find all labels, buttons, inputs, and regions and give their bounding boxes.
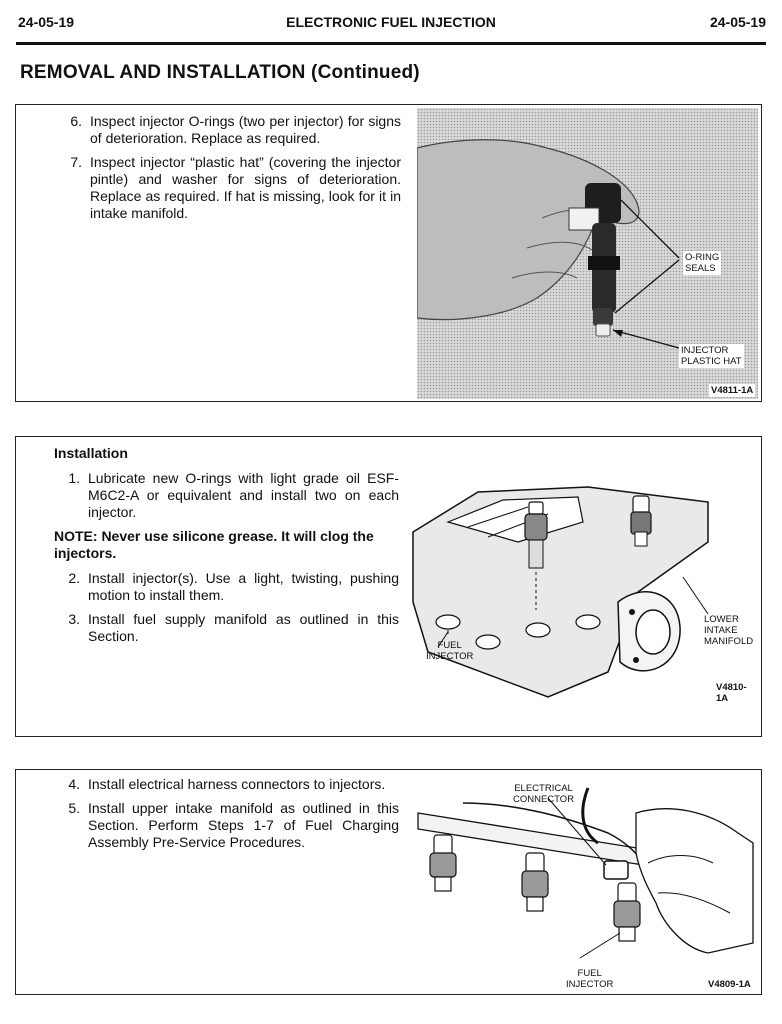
step-number: 3. xyxy=(68,611,80,627)
step-number: 1. xyxy=(68,470,80,486)
step-1 xyxy=(54,470,399,521)
section-title: REMOVAL AND INSTALLATION (Continued) xyxy=(20,62,420,83)
header-left-code: 24-05-19 xyxy=(18,14,75,30)
step-4 xyxy=(54,776,399,793)
step-text: Install injector(s). Use a light, twisting, pushing motion to install them. xyxy=(88,570,399,603)
step-5 xyxy=(54,800,399,851)
header-right-code: 24-05-19 xyxy=(709,14,766,30)
panel-connectors xyxy=(15,769,762,995)
step-number: 7. xyxy=(70,154,82,170)
step-text: Inspect injector “plastic hat” (covering the injector pintle) and washer for signs of deterioration. Replace as required. If hat is missing, look for it in intake manifold. xyxy=(90,154,401,221)
step-text: Install fuel supply manifold as outlined in this Section. xyxy=(88,611,399,644)
connector-illustration xyxy=(408,773,758,993)
step-6 xyxy=(56,113,401,147)
step-2 xyxy=(54,570,399,604)
callout-injector-plastic-hat: INJECTOR PLASTIC HAT xyxy=(681,345,742,367)
step-text: Install electrical harness connectors to injectors. xyxy=(88,776,386,792)
callout-fuel-injector: FUEL INJECTOR xyxy=(426,640,474,662)
panel1-text xyxy=(56,113,401,229)
figure-injector-in-hand xyxy=(417,108,758,399)
manifold-illustration xyxy=(408,482,758,707)
header-rule xyxy=(16,42,766,45)
step-text: Lubricate new O-rings with light grade oil ESF-M6C2-A or equivalent and install two on each injector. xyxy=(88,470,399,520)
header-title: ELECTRONIC FUEL INJECTION xyxy=(286,14,496,30)
callout-fuel-injector: FUEL INJECTOR xyxy=(566,968,614,990)
figure-electrical-connector xyxy=(408,773,758,993)
step-text: Install upper intake manifold as outlined in this Section. Perform Steps 1-7 of Fuel Charging Assembly Pre-Service Procedures. xyxy=(88,800,399,850)
panel2-text xyxy=(54,445,399,652)
figure-lower-intake-manifold xyxy=(408,482,758,707)
step-number: 6. xyxy=(70,113,82,129)
figure-id: V4811-1A xyxy=(711,385,754,396)
step-text: Inspect injector O-rings (two per injector) for signs of deterioration. Replace as required. xyxy=(90,113,401,146)
note-silicone-grease: NOTE: Never use silicone grease. It will clog the injectors. xyxy=(54,528,374,561)
panel-inspect xyxy=(15,104,762,402)
callout-electrical-connector: ELECTRICAL CONNECTOR xyxy=(513,783,575,805)
figure-id: V4810-1A xyxy=(716,682,747,704)
panel-installation xyxy=(15,436,762,737)
installation-heading: Installation xyxy=(54,445,128,461)
step-3 xyxy=(54,611,399,645)
figure-id: V4809-1A xyxy=(708,979,751,990)
step-number: 2. xyxy=(68,570,80,586)
callout-lower-intake-manifold: LOWER INTAKE MANIFOLD xyxy=(704,614,754,647)
step-number: 5. xyxy=(68,800,80,816)
callout-oring-seals: O-RING SEALS xyxy=(685,252,720,274)
panel3-text xyxy=(54,776,399,858)
step-number: 4. xyxy=(68,776,80,792)
step-7 xyxy=(56,154,401,222)
